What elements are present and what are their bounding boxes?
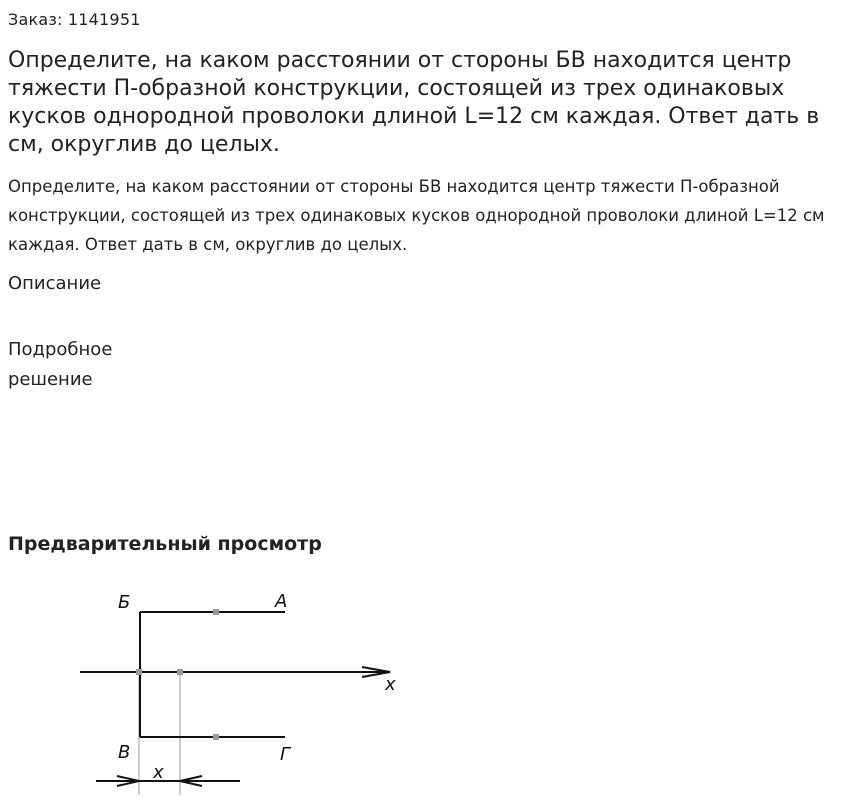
preview-diagram — [0, 580, 420, 804]
label-x-axis: x — [385, 674, 396, 695]
solution-label: Подробное решение — [8, 339, 113, 390]
task-title: Определите, на каком расстоянии от стороны БВ находится центр тяжести П-образной конструкции, состоящей из трех одинаковых кусков однородной проволоки длиной L=12 см каждая. Ответ дать в см, округлив до целых. — [8, 48, 820, 157]
task-description: Определите, на каком расстоянии от стороны БВ находится центр тяжести П-образной конструкции, состоящей из трех одинаковых кусков однородной проволоки длиной L=12 см каждая. Ответ дать в см, округлив до целых. — [8, 177, 825, 254]
order-number: Заказ: 1141951 — [8, 10, 141, 29]
midpoint-bottom — [213, 734, 219, 740]
label-x-dimension: x — [153, 762, 164, 783]
label-b: Б — [118, 592, 131, 613]
center-of-mass-point — [177, 669, 183, 675]
label-a: А — [275, 591, 288, 612]
midpoint-top — [213, 609, 219, 615]
description-label: Описание — [8, 273, 102, 294]
label-g: Г — [280, 744, 291, 765]
preview-title: Предварительный просмотр — [8, 533, 322, 555]
label-v: В — [118, 742, 131, 763]
midpoint-side — [136, 669, 142, 675]
